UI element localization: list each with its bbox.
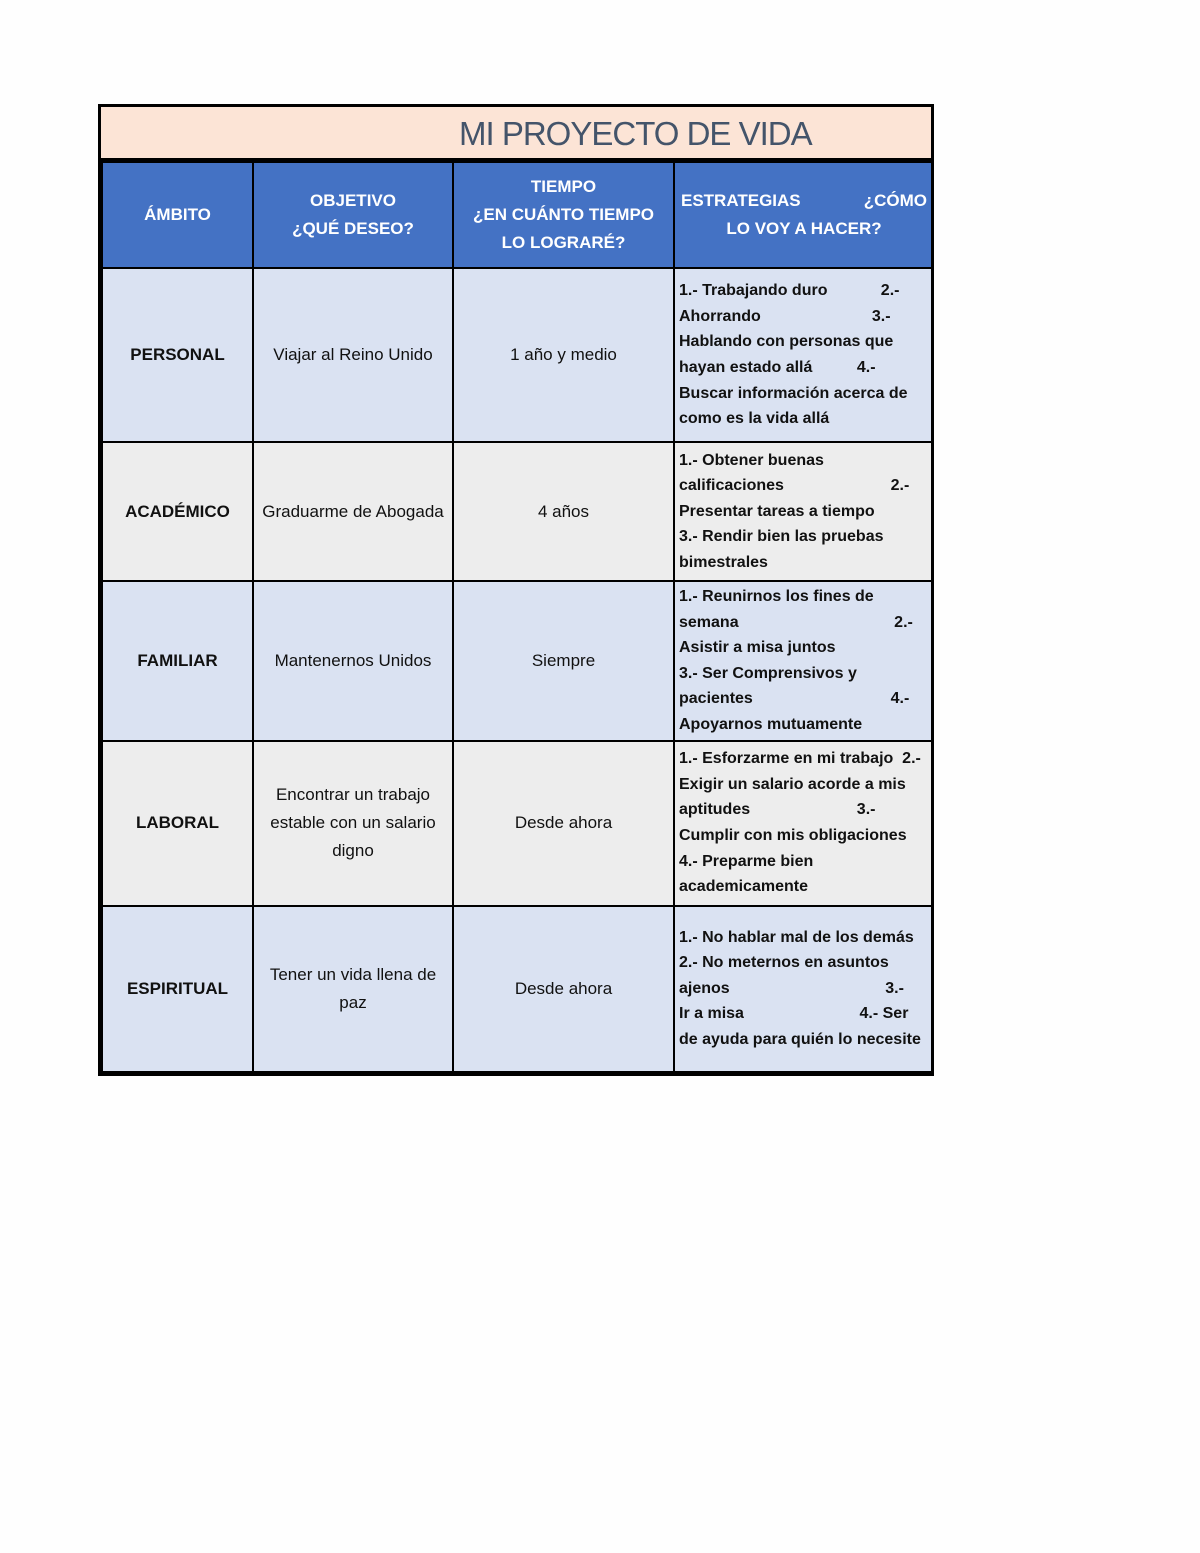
- header-tiempo-line3: LO LOGRARÉ?: [501, 233, 626, 252]
- strategy-line: Buscar información acerca de: [679, 384, 908, 402]
- header-objetivo: [253, 162, 453, 268]
- strategy-line: Ir a misa 4.- Ser: [679, 1005, 909, 1023]
- title-bar: [101, 107, 931, 161]
- cell-estrategias: [674, 268, 932, 442]
- cell-estrategias: [674, 581, 932, 741]
- header-tiempo: [453, 162, 674, 268]
- cell-estrategias: [674, 906, 932, 1072]
- table-row: [102, 268, 932, 442]
- cell-tiempo: Desde ahora: [453, 741, 674, 906]
- strategy-line: 1.- Reunirnos los fines de: [679, 588, 874, 605]
- cell-tiempo: Siempre: [453, 581, 674, 741]
- table-row: [102, 906, 932, 1072]
- strategy-line: 4.- Preparme bien: [679, 852, 814, 870]
- cell-objetivo: Viajar al Reino Unido: [253, 268, 453, 442]
- page-title: MI PROYECTO DE VIDA: [459, 115, 812, 152]
- strategy-line: aptitudes 3.-: [679, 801, 876, 819]
- header-ambito-label: ÁMBITO: [144, 205, 211, 224]
- header-tiempo-line1: TIEMPO: [530, 177, 597, 196]
- header-estrategias-line1: [681, 187, 927, 215]
- strategy-line: como es la vida allá: [679, 410, 830, 428]
- strategy-line: 1.- Esforzarme en mi trabajo 2.-: [679, 750, 921, 768]
- strategy-line: 1.- Trabajando duro 2.-: [679, 282, 900, 300]
- life-project-table: [101, 161, 933, 1073]
- table-header-row: [102, 162, 932, 268]
- cell-ambito: ESPIRITUAL: [102, 906, 253, 1072]
- table-row: [102, 581, 932, 741]
- strategy-line: academicamente: [679, 878, 808, 896]
- strategy-line: Hablando con personas que: [679, 333, 894, 351]
- cell-objetivo: Encontrar un trabajo estable con un salario digno: [253, 741, 453, 906]
- cell-ambito: LABORAL: [102, 741, 253, 906]
- cell-tiempo: 4 años: [453, 442, 674, 581]
- cell-ambito: FAMILIAR: [102, 581, 253, 741]
- strategy-line: 2.- No meternos en asuntos: [679, 954, 889, 972]
- cell-estrategias: [674, 442, 932, 581]
- cell-estrategias: [674, 741, 932, 906]
- life-project-sheet: [98, 104, 934, 1076]
- strategy-line: 3.- Ser Comprensivos y: [679, 664, 857, 682]
- header-ambito: [102, 162, 253, 268]
- strategy-line: Apoyarnos mutuamente: [679, 715, 863, 733]
- cell-tiempo: Desde ahora: [453, 906, 674, 1072]
- cell-ambito: ACADÉMICO: [102, 442, 253, 581]
- strategy-line: 3.- Rendir bien las pruebas: [679, 528, 884, 546]
- table-row: [102, 741, 932, 906]
- header-tiempo-line2: ¿EN CUÁNTO TIEMPO: [472, 205, 655, 224]
- strategy-line: Presentar tareas a tiempo: [679, 502, 875, 520]
- strategy-line: pacientes 4.-: [679, 690, 910, 708]
- cell-objetivo: Graduarme de Abogada: [253, 442, 453, 581]
- strategy-line: hayan estado allá 4.-: [679, 359, 876, 376]
- strategy-line: de ayuda para quién lo necesite: [679, 1030, 921, 1048]
- header-objetivo-line2: ¿QUÉ DESEO?: [292, 219, 414, 238]
- cell-objetivo: Tener un vida llena de paz: [253, 906, 453, 1072]
- header-como-word: ¿CÓMO: [863, 191, 927, 210]
- strategy-line: semana 2.-: [679, 613, 913, 631]
- cell-ambito: PERSONAL: [102, 268, 253, 442]
- strategy-line: Exigir un salario acorde a mis: [679, 775, 906, 793]
- strategy-line: bimestrales: [679, 553, 768, 571]
- strategy-line: ajenos 3.-: [679, 979, 904, 997]
- table-row: [102, 442, 932, 581]
- strategy-line: 1.- No hablar mal de los demás: [679, 928, 914, 946]
- strategy-line: calificaciones 2.-: [679, 477, 910, 495]
- header-estrategias-word: ESTRATEGIAS: [681, 191, 801, 210]
- strategy-line: Asistir a misa juntos: [679, 639, 836, 657]
- header-estrategias-line2: LO VOY A HACER?: [726, 219, 882, 238]
- header-objetivo-line1: OBJETIVO: [310, 191, 396, 210]
- cell-tiempo: 1 año y medio: [453, 268, 674, 442]
- table-body: [102, 268, 932, 1072]
- strategy-line: Cumplir con mis obligaciones: [679, 827, 907, 845]
- header-estrategias: [674, 162, 932, 268]
- strategy-line: Ahorrando 3.-: [679, 307, 891, 325]
- strategy-line: 1.- Obtener buenas: [679, 451, 824, 469]
- cell-objetivo: Mantenernos Unidos: [253, 581, 453, 741]
